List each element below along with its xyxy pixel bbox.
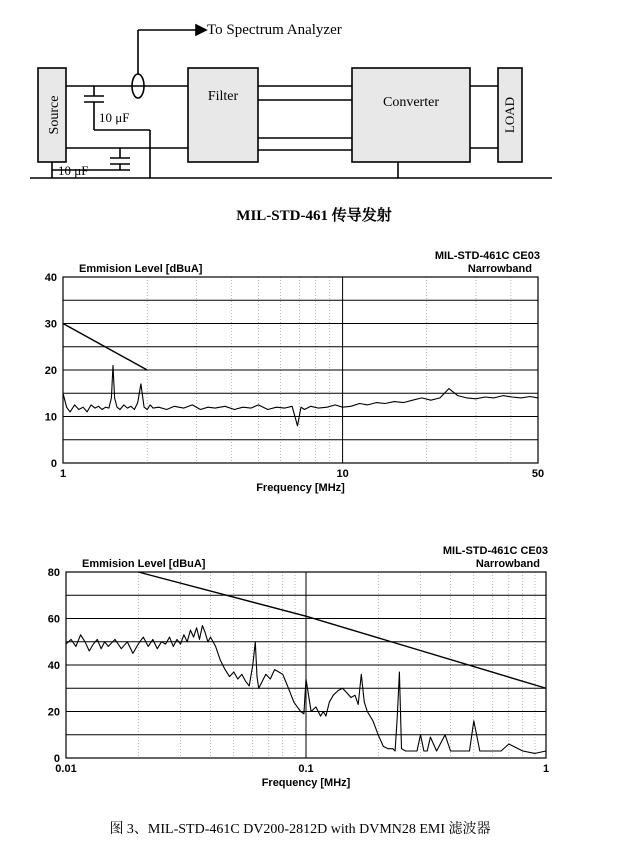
chart1-x-tick-label: 50 — [531, 468, 545, 480]
figure-caption: 图 3、MIL-STD-461C DV200-2812D with DVMN28 EMI 滤波器 — [109, 822, 491, 837]
chart1-y-axis-label: Emmision Level [dBuA] — [79, 263, 203, 275]
chart2-mode-label: Narrowband — [475, 558, 540, 570]
chart1-y-tick-label: 20 — [44, 365, 57, 377]
cap-top-label: 10 μF — [99, 110, 130, 125]
chart1-y-tick-label: 30 — [44, 318, 57, 331]
to-analyzer-label: To Spectrum Analyzer — [207, 22, 342, 38]
chart1-standard-label: MIL-STD-461C CE03 — [434, 250, 540, 262]
chart-ce03-10khz-1mhz — [48, 545, 549, 789]
chart2-y-tick-label: 0 — [53, 753, 60, 765]
arrow-icon — [196, 25, 206, 35]
chart1-y-tick-label: 40 — [44, 272, 57, 284]
chart1-x-tick-label: 10 — [336, 468, 349, 480]
converter-box — [352, 68, 470, 162]
chart2-x-tick-label: 0.1 — [298, 763, 314, 775]
test-setup-diagram — [30, 25, 552, 178]
chart2-y-tick-label: 80 — [47, 567, 60, 579]
diagram-title: MIL-STD-461 传导发射 — [236, 208, 392, 224]
source-label: Source — [47, 95, 62, 135]
load-label: LOAD — [502, 96, 517, 134]
chart2-y-tick-label: 20 — [47, 706, 60, 719]
cap-bottom-label: 10 μF — [58, 163, 89, 178]
chart2-x-tick-label: 1 — [542, 763, 550, 775]
chart2-limit-line — [138, 572, 546, 688]
chart2-x-tick-label: 0.01 — [55, 763, 77, 775]
chart2-y-tick-label: 60 — [47, 613, 60, 626]
filter-label: Filter — [207, 89, 239, 104]
chart1-x-axis-label: Frequency [MHz] — [256, 482, 345, 494]
chart-ce03-1-50mhz — [45, 250, 544, 494]
chart2-y-axis-label: Emmision Level [dBuA] — [82, 558, 206, 570]
chart2-standard-label: MIL-STD-461C CE03 — [442, 545, 548, 557]
filter-box — [188, 68, 258, 162]
chart1-y-tick-label: 0 — [50, 458, 57, 470]
chart2-x-axis-label: Frequency [MHz] — [261, 777, 351, 789]
converter-label: Converter — [383, 95, 439, 110]
chart2-y-tick-label: 40 — [47, 660, 60, 672]
chart1-mode-label: Narrowband — [467, 263, 532, 275]
chart1-y-tick-label: 10 — [44, 411, 57, 424]
chart1-x-tick-label: 1 — [59, 468, 67, 480]
